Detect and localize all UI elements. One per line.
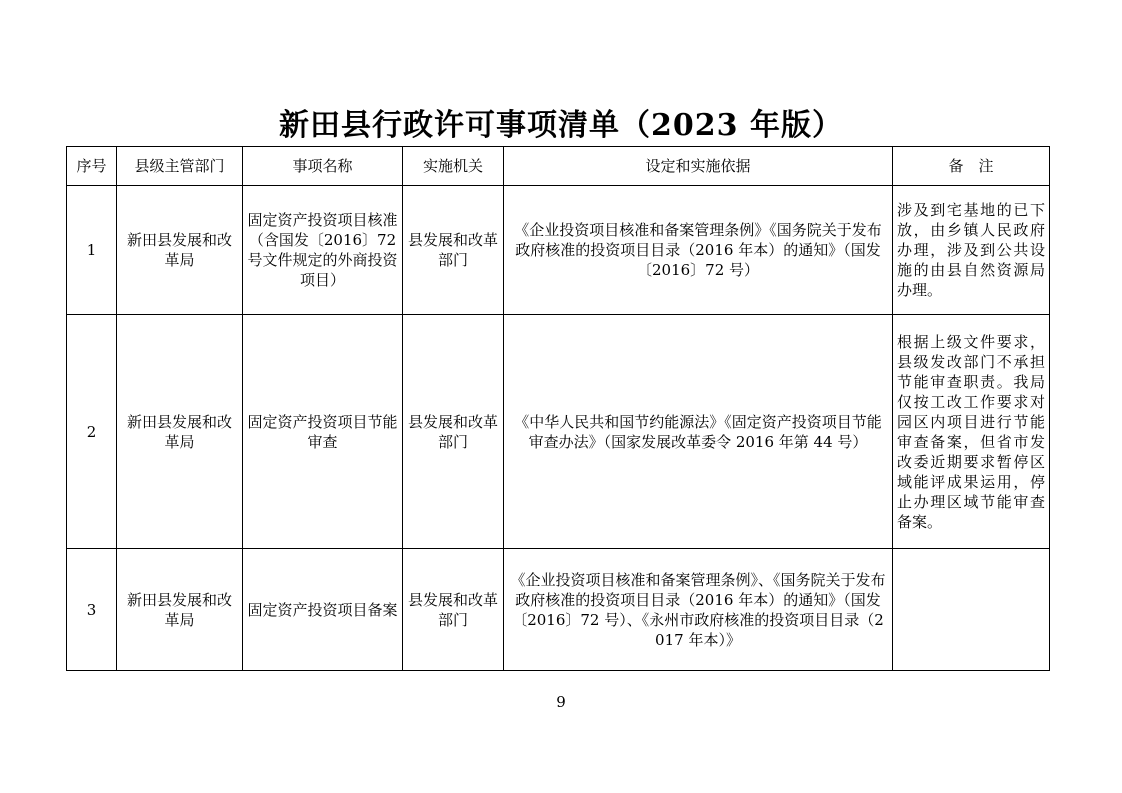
table-header-row <box>67 147 1050 186</box>
row-dept: 新田县发展和改革局 <box>117 549 243 671</box>
col-header-basis: 设定和实施依据 <box>504 147 893 186</box>
permit-list-table <box>66 146 1050 671</box>
row-item: 固定资产投资项目备案 <box>243 549 403 671</box>
page-title: 新田县行政许可事项清单（2023 年版） <box>279 108 843 143</box>
row-note <box>893 549 1050 671</box>
col-header-no: 序号 <box>67 147 117 186</box>
col-header-dept: 县级主管部门 <box>117 147 243 186</box>
row-agency: 县发展和改革部门 <box>403 549 504 671</box>
table-row <box>67 549 1050 671</box>
row-basis: 《中华人民共和国节约能源法》《固定资产投资项目节能审查办法》（国家发展改革委令 2016 年第 44 号） <box>504 315 893 549</box>
row-no: 2 <box>67 315 117 549</box>
row-item: 固定资产投资项目核准（含国发〔2016〕72 号文件规定的外商投资项目） <box>243 186 403 315</box>
row-dept: 新田县发展和改革局 <box>117 186 243 315</box>
table-row <box>67 315 1050 549</box>
row-basis: 《企业投资项目核准和备案管理条例》《国务院关于发布政府核准的投资项目目录（2016 年本）的通知》（国发〔2016〕72 号） <box>504 186 893 315</box>
col-header-note: 备 注 <box>893 147 1050 186</box>
col-header-agency: 实施机关 <box>403 147 504 186</box>
table-row <box>67 186 1050 315</box>
row-agency: 县发展和改革部门 <box>403 315 504 549</box>
row-dept: 新田县发展和改革局 <box>117 315 243 549</box>
col-header-item: 事项名称 <box>243 147 403 186</box>
row-note: 根据上级文件要求，县级发改部门不承担节能审查职责。我局仅按工改工作要求对园区内项目进行节能审查备案，但省市发改委近期要求暂停区域能评成果运用，停止办理区域节能审查备案。 <box>893 315 1050 549</box>
row-no: 3 <box>67 549 117 671</box>
row-note: 涉及到宅基地的已下放，由乡镇人民政府办理，涉及到公共设施的由县自然资源局办理。 <box>893 186 1050 315</box>
page-number: 9 <box>556 693 566 711</box>
row-no: 1 <box>67 186 117 315</box>
row-basis: 《企业投资项目核准和备案管理条例》、《国务院关于发布政府核准的投资项目目录（2016 年本）的通知》（国发〔2016〕72 号）、《永州市政府核准的投资项目目录（2017 年本）》 <box>504 549 893 671</box>
row-agency: 县发展和改革部门 <box>403 186 504 315</box>
row-item: 固定资产投资项目节能审查 <box>243 315 403 549</box>
